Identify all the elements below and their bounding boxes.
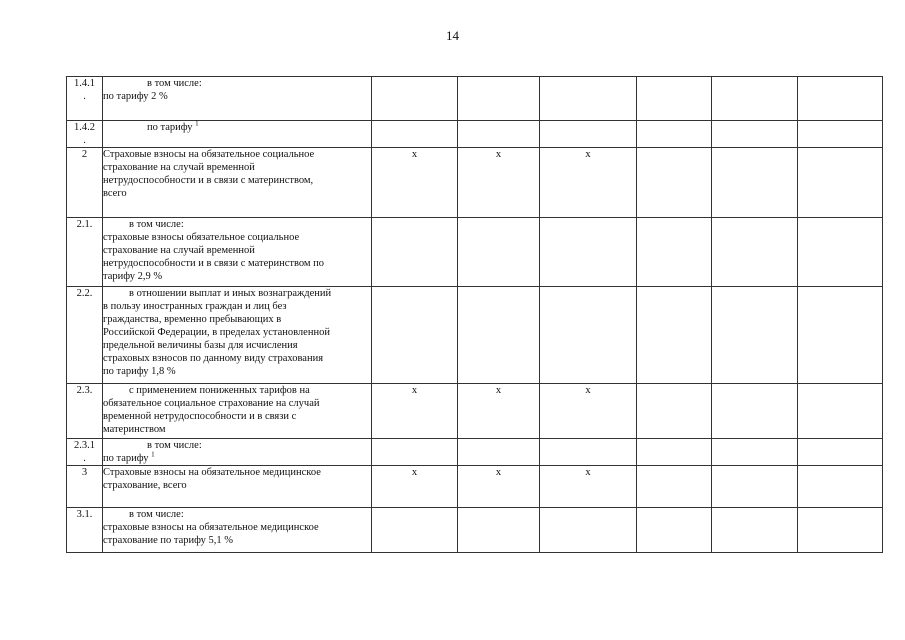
description-line: страхование на случай временной [103, 245, 255, 256]
value-cell [712, 508, 798, 553]
description-line: временной нетрудоспособности и в связи с [103, 411, 297, 422]
value-cell [798, 218, 883, 287]
x-mark: х [585, 467, 591, 478]
value-cell [712, 77, 798, 121]
value-cell [712, 287, 798, 384]
row-number-main: 1.4.2 [74, 122, 95, 133]
value-cell [458, 439, 540, 466]
x-mark: х [411, 467, 418, 478]
value-cell [712, 384, 798, 439]
value-cell [372, 218, 458, 287]
table-row [67, 508, 883, 553]
page-number: 14 [446, 28, 459, 43]
value-cell [458, 148, 540, 218]
value-cell [458, 384, 540, 439]
value-cell [712, 466, 798, 508]
footnote-marker: 1 [195, 119, 199, 128]
description-line: нетрудоспособности и в связи с материнством, [103, 175, 314, 186]
value-cell [458, 218, 540, 287]
description-line: Страховые взносы на обязательное социальное [103, 149, 315, 160]
value-cell [712, 148, 798, 218]
table-row [67, 77, 883, 121]
description-line: всего [103, 188, 127, 199]
x-mark: х [585, 149, 591, 160]
row-description [103, 439, 372, 466]
description-line: страховые взносы на обязательное медицинское [103, 522, 319, 533]
description-line: Страховые взносы на обязательное медицинское [103, 467, 321, 478]
description-line: нетрудоспособности и в связи с материнством по [103, 258, 325, 269]
value-cell [798, 508, 883, 553]
value-cell [637, 148, 712, 218]
value-cell [798, 384, 883, 439]
x-mark: х [411, 385, 418, 396]
value-cell [798, 439, 883, 466]
row-number-main: 2 [81, 149, 88, 160]
description-line: материнством [103, 424, 166, 435]
row-number-main: 2.3. [76, 385, 93, 396]
description-line: в том числе: [129, 219, 184, 230]
description-line: страхование на случай временной [103, 162, 255, 173]
value-cell [372, 121, 458, 148]
row-number [67, 384, 103, 439]
description-line: предельной величины базы для исчисления [103, 340, 298, 351]
value-cell [458, 77, 540, 121]
value-cell [798, 77, 883, 121]
description-line: страхование по тарифу 5,1 % [103, 535, 234, 546]
insurance-contributions-table [66, 76, 883, 553]
value-cell [458, 508, 540, 553]
value-cell [712, 218, 798, 287]
row-description [103, 508, 372, 553]
row-description [103, 218, 372, 287]
value-cell [372, 439, 458, 466]
value-cell [458, 287, 540, 384]
row-number-main: 2.2. [76, 288, 93, 299]
row-number [67, 466, 103, 508]
value-cell [637, 77, 712, 121]
value-cell [798, 148, 883, 218]
description-line: в отношении выплат и иных вознаграждений [129, 288, 332, 299]
value-cell [372, 148, 458, 218]
value-cell [372, 287, 458, 384]
x-mark: х [585, 385, 591, 396]
description-line-wrap [103, 121, 371, 134]
value-cell [540, 218, 637, 287]
value-cell [637, 439, 712, 466]
row-number-main: 3.1. [76, 509, 93, 520]
row-description [103, 148, 372, 218]
description-line: страховых взносов по данному виду страхования [103, 353, 324, 364]
x-mark: х [495, 467, 502, 478]
row-number [67, 77, 103, 121]
value-cell [372, 508, 458, 553]
value-cell [540, 466, 637, 508]
table-row [67, 384, 883, 439]
table-row [67, 466, 883, 508]
table-row [67, 121, 883, 148]
table-row [67, 218, 883, 287]
value-cell [637, 121, 712, 148]
table-row [67, 148, 883, 218]
description-line: в пользу иностранных граждан и лиц без [103, 301, 287, 312]
row-number [67, 148, 103, 218]
description-line: Российской Федерации, в пределах установленной [103, 327, 330, 338]
value-cell [540, 384, 637, 439]
value-cell [540, 287, 637, 384]
value-cell [798, 466, 883, 508]
row-description [103, 466, 372, 508]
row-number [67, 218, 103, 287]
description-line: с применением пониженных тарифов на [129, 385, 310, 396]
table-body [67, 77, 883, 553]
description-line: в том числе: [147, 440, 202, 451]
description-line: тарифу 2,9 % [103, 271, 163, 282]
description-line: страховые взносы обязательное социальное [103, 232, 300, 243]
value-cell [637, 287, 712, 384]
description-line: в том числе: [129, 509, 184, 520]
description-line: по тарифу 1,8 % [103, 366, 176, 377]
value-cell [458, 466, 540, 508]
row-number-main: 1.4.1 [74, 78, 95, 89]
value-cell [540, 121, 637, 148]
description-line: гражданства, временно пребывающих в [103, 314, 282, 325]
value-cell [540, 148, 637, 218]
row-number [67, 439, 103, 466]
row-number-main: 2.1. [76, 219, 93, 230]
description-line: страхование, всего [103, 480, 187, 491]
value-cell [372, 77, 458, 121]
value-cell [372, 384, 458, 439]
row-description [103, 287, 372, 384]
description-line-wrap [103, 452, 371, 465]
row-number-main: 2.3.1 [74, 440, 95, 451]
row-number [67, 121, 103, 148]
value-cell [637, 466, 712, 508]
row-number-tail: . [83, 453, 86, 464]
x-mark: х [495, 149, 502, 160]
value-cell [637, 508, 712, 553]
description-line: по тарифу 2 % [103, 91, 168, 102]
description-line: обязательное социальное страхование на случай [103, 398, 320, 409]
value-cell [637, 384, 712, 439]
row-description [103, 384, 372, 439]
value-cell [712, 121, 798, 148]
table-row [67, 287, 883, 384]
description-line: по тарифу [103, 453, 149, 464]
value-cell [712, 439, 798, 466]
x-mark: х [495, 385, 502, 396]
description-line: в том числе: [147, 78, 202, 89]
value-cell [798, 121, 883, 148]
value-cell [798, 287, 883, 384]
row-number-main: 3 [81, 467, 88, 478]
row-number [67, 287, 103, 384]
value-cell [540, 508, 637, 553]
value-cell [540, 77, 637, 121]
value-cell [540, 439, 637, 466]
description-line: по тарифу [147, 122, 193, 133]
row-description [103, 77, 372, 121]
value-cell [637, 218, 712, 287]
row-number-tail: . [83, 135, 86, 146]
x-mark: х [411, 149, 418, 160]
footnote-marker: 1 [151, 450, 155, 459]
row-number [67, 508, 103, 553]
row-number-tail: . [83, 91, 86, 102]
value-cell [372, 466, 458, 508]
row-description [103, 121, 372, 148]
table-row [67, 439, 883, 466]
value-cell [458, 121, 540, 148]
